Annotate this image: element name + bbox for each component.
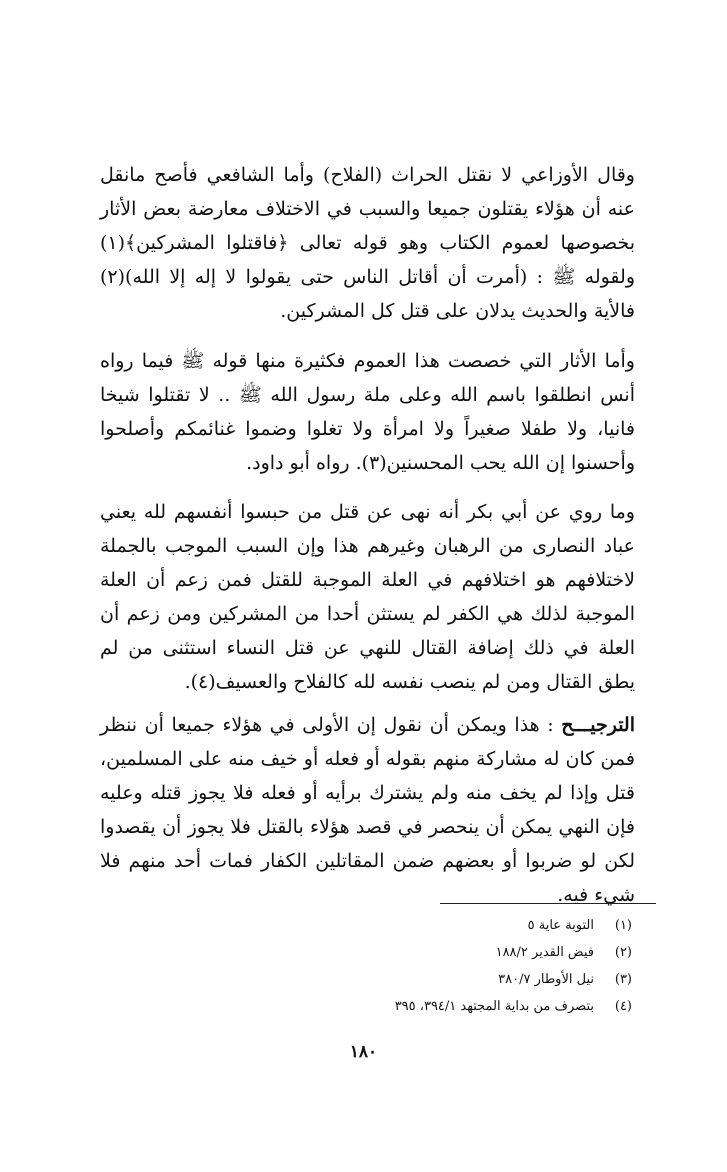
paragraph-text: وما روي عن أبي بكر أنه نهى عن قتل من حبسوا أنفسهم لله يعني عباد النصارى من الرهبان وغيرهم هذا وإن السبب الموجب بالجملة لاختلافهم هو اختلافهم في العلة الموجبة للقتل فمن زعم أن العلة الموجبة لذلك هي الكفر لم يستثن أحدا من المشركين ومن زعم أن العلة في ذلك إضافة القتال للنهي عن قتل النساء استثنى من لم يطق القتال ومن لم ينصب نفسه لله كالفلاح والعسيف(٤). bbox=[100, 501, 635, 693]
paragraph-narrations bbox=[100, 344, 635, 480]
footnote-item bbox=[232, 993, 632, 1020]
footnotes bbox=[232, 912, 632, 1020]
footnote-number: (١) bbox=[614, 918, 632, 933]
paragraph-text: وقال الأوزاعي لا نقتل الحراث (الفلاح) وأما الشافعي فأصح مانقل عنه أن هؤلاء يقتلون جميعا والسبب في الاختلاف معارضة بعض الأثار بخصوصها لعموم الكتاب وهو قوله تعالى ﴿فاقتلوا المشركين﴾(١) ولقوله ﷺ : (أمرت أن أقاتل الناس حتى يقولوا لا إله إلا الله)(٢) فالأية والحديث يدلان على قتل كل المشركين. bbox=[100, 164, 635, 322]
paragraph-text: : هذا ويمكن أن نقول إن الأولى في هؤلاء جميعا أن ننظر فمن كان له مشاركة منهم بقوله أو فعله أو خيف منه على المسلمين، قتل وإذا لم يخف منه ولم يشترك برأيه أو فعله فلا يجوز قتله وعليه فإن النهي يمكن أن ينحصر في قصد هؤلاء بالقتل فلا يجوز أن يقصدوا لكن لو ضربوا أو بعضهم ضمن المقاتلين الكفار فمات أحد منهم فلا شيء فيه. bbox=[100, 714, 635, 906]
footnote-text: نيل الأوطار ٣٨٠/٧ bbox=[498, 972, 594, 987]
footnote-item bbox=[232, 912, 632, 939]
paragraph-text: وأما الأثار التي خصصت هذا العموم فكثيرة منها قوله ﷺ فيما رواه أنس انطلقوا باسم الله وعلى ملة رسول الله ﷺ .. لا تقتلوا شيخا فانيا، ولا طفلا صغيراً ولا امرأة ولا تغلوا وضموا غنائمكم وأصلحوا وأحسنوا إن الله يحب المحسنين(٣). رواه أبو داود. bbox=[100, 350, 635, 474]
paragraph-preference bbox=[100, 708, 635, 912]
footnote-text: فيض القدير ١٨٨/٢ bbox=[495, 945, 594, 960]
footnote-number: (٣) bbox=[614, 972, 632, 987]
footnote-text: التوبة عاية ٥ bbox=[527, 918, 594, 933]
paragraph-reasoning bbox=[100, 495, 635, 699]
footnote-number: (٤) bbox=[614, 999, 632, 1014]
paragraph-opinions bbox=[100, 158, 635, 328]
page-number: ١٨٠ bbox=[349, 1042, 378, 1062]
footnote-text: بتصرف من بداية المجتهد ٣٩٤/١، ٣٩٥ bbox=[394, 999, 594, 1014]
footnote-item bbox=[232, 939, 632, 966]
footnote-divider bbox=[440, 903, 656, 904]
footnote-item bbox=[232, 966, 632, 993]
footnote-number: (٢) bbox=[614, 945, 632, 960]
paragraph-lead-heading: الترجيـــح bbox=[561, 714, 635, 736]
